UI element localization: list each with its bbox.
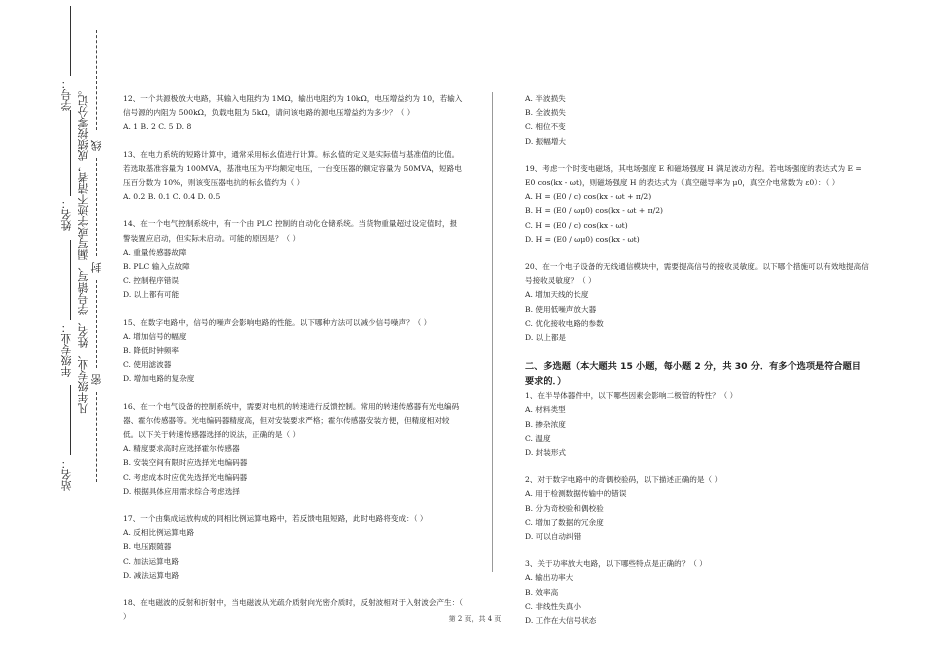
question-stem: 17、一个由集成运放构成的同相比例运算电路中，若反馈电阻短路，此时电路将变成：（ ） (123, 514, 428, 524)
section-2-title: 二、多选题（本大题共 15 小题，每小题 2 分，共 30 分．有多个选项是符合题目要求的．） (525, 361, 861, 388)
cut-line-2 (96, 158, 97, 256)
name-label: 姓名： (60, 198, 73, 231)
question-18-options (525, 92, 870, 149)
option-a: A. 输出功率大 (525, 573, 574, 583)
option-d: D. 增加电路的复杂度 (123, 374, 195, 384)
option-d: D. 根据具体应用需求综合考虑选择 (123, 486, 240, 496)
option-d: D. 以上都有可能 (123, 290, 180, 300)
question-stem: 12、一个共源极放大电路，其输入电阻约为 1MΩ，输出电阻约为 10kΩ，电压增益约为 10，若输入信号源的内阻为 500kΩ，负载电阻为 5kΩ，请问该电路的源电压增益约为多少？（ ） (123, 94, 463, 118)
question-16 (123, 400, 463, 499)
option-a: A. 半波损失 (525, 94, 566, 103)
question-stem: 14、在一个电气控制系统中，有一个由 PLC 控制的自动化仓储系统。当货物重量超过设定值时，报警装置应启动，但实际未启动。可能的原因是？（ ） (123, 219, 458, 243)
seal-mark-secret: 密 (90, 374, 103, 385)
question-stem: 3、关于功率放大电路，以下哪些特点是正确的？（ ） (525, 559, 707, 569)
option-b: B. 降低时钟频率 (123, 346, 179, 356)
student-id-label: 学号： (60, 78, 73, 111)
option-c: C. 温度 (525, 433, 551, 443)
seal-mark-seal: 封 (90, 262, 103, 273)
option-c: C. H = (E0 / c) cos(kx - ωt) (525, 220, 628, 230)
cut-line-3 (96, 280, 97, 368)
question-19 (525, 162, 870, 247)
binding-margin (0, 0, 112, 672)
option-d: D. H = (E0 / ωμ0) cos(kx - ωt) (525, 234, 640, 244)
option-a: A. 精度要求高时应选择霍尔传感器 (123, 444, 240, 454)
seal-mark-line: 线 (90, 140, 103, 151)
cut-line-4 (96, 392, 97, 482)
venue-label: 站名： (60, 458, 73, 491)
option-b: B. 安装空间有限时应选择光电编码器 (123, 458, 248, 468)
left-column (123, 92, 463, 625)
option-b: B. PLC 输入点故障 (123, 262, 190, 272)
right-column (525, 92, 870, 628)
option-a: A. H = (E0 / c) cos(kx - ωt + π/2) (525, 192, 652, 202)
option-d: D. 可以自动纠错 (525, 532, 582, 542)
question-stem: 18、在电磁波的反射和折射中，当电磁波从光疏介质射向光密介质时，反射波相对于入射波会产生：（ ） (123, 598, 463, 622)
option-b: B. 电压跟随器 (123, 542, 172, 552)
mc-question-1 (525, 389, 870, 460)
option-a: A. 增加天线的长度 (525, 290, 589, 300)
option-b: B. 效率高 (525, 587, 559, 597)
question-stem: 20、在一个电子设备的无线通信模块中，需要提高信号的接收灵敏度。以下哪个措施可以有效地提高信号接收灵敏度？（ ） (525, 262, 869, 286)
option-a: A. 反相比例运算电路 (123, 528, 195, 538)
option-a: A. 增加信号的幅度 (123, 331, 187, 341)
option-c: C. 加法运算电路 (123, 556, 179, 566)
option-d: D. 以上都是 (525, 333, 567, 343)
question-stem: 15、在数字电路中，信号的噪声会影响电路的性能。以下哪种方法可以减少信号噪声？（ ） (123, 317, 432, 327)
option-d: D. 振幅增大 (525, 136, 567, 146)
question-12 (123, 92, 463, 135)
option-c: C. 优化接收电路的参数 (525, 318, 604, 328)
column-divider (492, 92, 493, 572)
cut-line-1 (96, 30, 97, 130)
name-blank (70, 110, 71, 196)
option-a: A. 重量传感器故障 (123, 247, 187, 257)
question-stem: 16、在一个电气设备的控制系统中，需要对电机的转速进行反馈控制。常用的转速传感器有光电编码器、霍尔传感器等。光电编码器精度高，但对安装要求严格；霍尔传感器安装方便，但精度相对较低。以下关于转速传感器选择的说法，正确的是（ ） (123, 401, 460, 440)
option-c: C. 控制程序错误 (123, 276, 179, 286)
option-c: C. 考虑成本时应优先选择光电编码器 (123, 472, 248, 482)
option-a: A. 用于检测数据传输中的错误 (525, 489, 627, 499)
grade-major-blank (70, 240, 71, 320)
student-id-blank (70, 6, 71, 76)
option-d: D. 工作在大信号状态 (525, 616, 597, 626)
option-a: A. 材料类型 (525, 405, 566, 415)
question-13 (123, 148, 463, 205)
page-number: 第 2 页，共 4 页 (448, 615, 502, 623)
option-b: B. 全波损失 (525, 108, 566, 118)
mc-question-2 (525, 473, 870, 544)
question-stem: 1、在半导体器件中，以下哪些因素会影响二极管的特性？（ ） (525, 391, 738, 401)
option-b: B. 掺杂浓度 (525, 419, 566, 429)
venue-blank (70, 385, 71, 455)
option-d: D. 封装形式 (525, 448, 567, 458)
option-d: D. 减法运算电路 (123, 570, 180, 580)
question-17 (123, 512, 463, 583)
option-b: B. 使用低噪声放大器 (525, 304, 597, 314)
question-stem: 19、考虑一个时变电磁场，其电场强度 E 和磁场强度 H 满足波动方程。若电场强度的表达式为 E = E0 cos(kx - ωt)，则磁场强度 H 的表达式为（真空磁导率为 μ0，真空介电常数为 ε0）：（ ） (525, 163, 862, 188)
question-14 (123, 217, 463, 302)
option-b: B. 分为奇校验和偶校验 (525, 503, 604, 513)
grade-major-label: 年级专业： (60, 322, 73, 377)
option-b: B. H = (E0 / ωμ0) cos(kx - ωt + π/2) (525, 206, 664, 216)
question-15 (123, 316, 463, 387)
option-c: C. 相位不变 (525, 122, 566, 132)
question-options: A. 1 B. 2 C. 5 D. 8 (123, 122, 192, 132)
notice-text: 凡年级专业、姓名、学号错写、漏写或字迹不清者，成绩按零分记。 (77, 84, 90, 414)
question-stem: 2、对于数字电路中的奇偶校验码，以下描述正确的是（ ） (525, 475, 723, 485)
option-c: C. 使用滤波器 (123, 360, 172, 370)
option-c: C. 增加了数据的冗余度 (525, 517, 604, 527)
option-c: C. 非线性失真小 (525, 601, 581, 611)
question-20 (525, 260, 870, 345)
question-stem: 13、在电力系统的短路计算中，通常采用标幺值进行计算。标幺值的定义是实际值与基准值的比值。若选取基准容量为 100MVA，基准电压为平均额定电压，一台变压器的额定容量为 50MVA，短路电压百分数为 10%，则该变压器电抗的标幺值约为（ ） (123, 149, 462, 188)
question-options: A. 0.2 B. 0.1 C. 0.4 D. 0.5 (123, 192, 221, 202)
